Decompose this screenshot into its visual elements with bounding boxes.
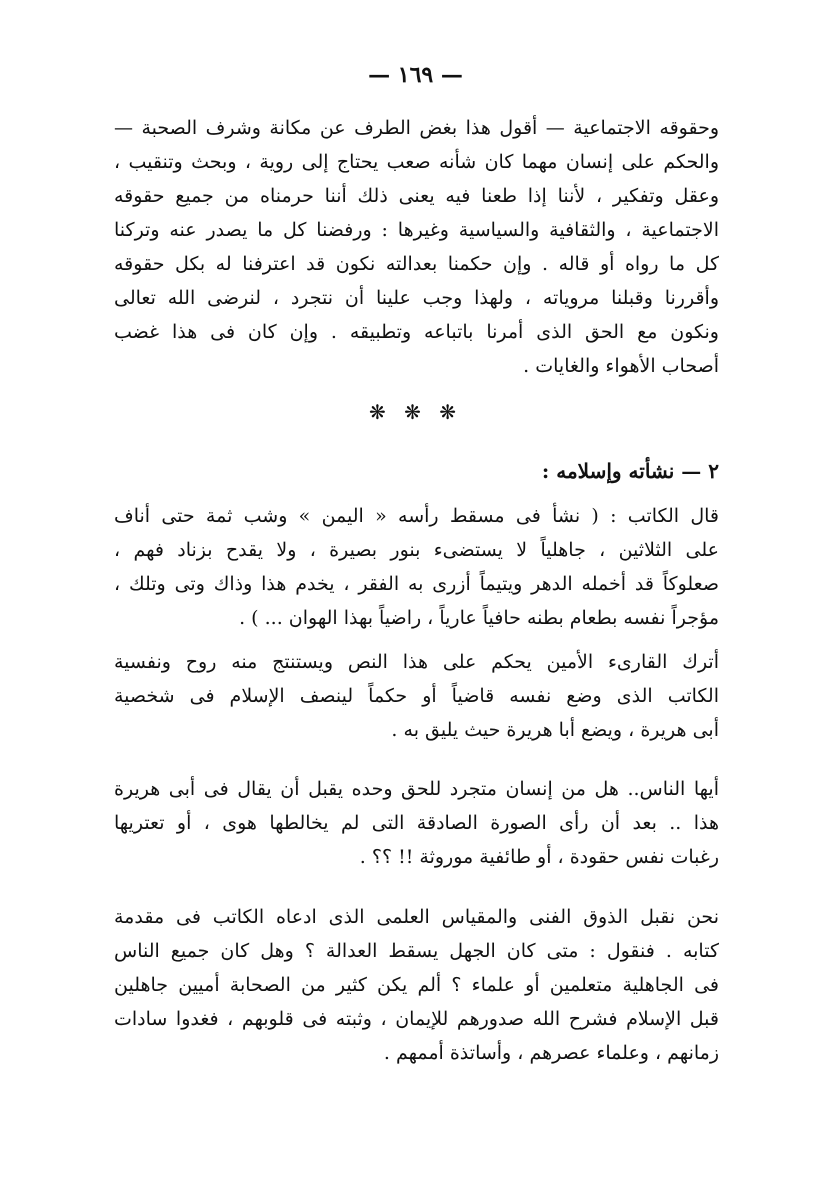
text-line: زمانهم ، وعلماء عصرهم ، وأساتذة أممهم . xyxy=(383,1042,719,1064)
text-line: فى الجاهلية متعلمين أو علماء ؟ ألم يكن كثير من الصحابة أميين جاهلين xyxy=(114,974,719,996)
text-line: الكاتب الذى وضع نفسه قاضياً أو حكماً لينصف الإسلام فى شخصية xyxy=(114,685,719,707)
text-line: ونكون مع الحق الذى أمرنا باتباعه وتطبيقه . وإن كان فى هذا غضب xyxy=(114,321,719,343)
text-line: أترك القارىء الأمين يحكم على هذا النص ويستنتج منه روح ونفسية xyxy=(114,651,719,673)
text-line: كتابه . فنقول : متى كان الجهل يسقط العدالة ؟ وهل كان جميع الناس xyxy=(114,940,719,962)
text-line: وحقوقه الاجتماعية — أقول هذا بغض الطرف عن مكانة وشرف الصحبة — xyxy=(114,117,719,139)
paragraph-1 xyxy=(114,111,719,383)
text-line: صعلوكاً قد أخمله الدهر ويتيماً أزرى به الفقر ، يخدم هذا وذاك وتى وتلك ، xyxy=(114,573,719,595)
text-line: والحكم على إنسان مهما كان شأنه صعب يحتاج إلى روية ، وبحث وتنقيب ، xyxy=(114,151,719,173)
text-line: أبى هريرة ، ويضع أبا هريرة حيث يليق به . xyxy=(391,719,719,741)
text-line: أيها الناس.. هل من إنسان متجرد للحق وحده يقبل أن يقال فى أبى هريرة xyxy=(114,778,719,800)
text-line: كل ما رواه أو قاله . وإن حكمنا بعدالته نكون قد اعترفنا له بكل حقوقه xyxy=(114,253,719,275)
paragraph-5 xyxy=(114,900,719,1070)
text-line: قال الكاتب : ( نشأ فى مسقط رأسه « اليمن » وشب ثمة حتى أناف xyxy=(114,505,719,527)
text-line: وأقررنا وقبلنا مروياته ، ولهذا وجب علينا أن نتجرد ، لنرضى الله تعالى xyxy=(114,287,719,309)
text-line: على الثلاثين ، جاهلياً لا يستضىء بنور بصيرة ، ولا يقدح بزناد فهم ، xyxy=(114,539,719,561)
text-line: رغبات نفس حقودة ، أو طائفية موروثة !! ؟؟ . xyxy=(359,846,719,868)
text-line: الاجتماعية ، والثقافية والسياسية وغيرها : ورفضنا كل ما يصدر عنه وتركنا xyxy=(114,219,719,241)
paragraph-quote xyxy=(114,499,719,635)
text-line: هذا .. بعد أن رأى الصورة الصادقة التى لم يخالطها هوى ، أو تعتريها xyxy=(114,812,719,834)
page-number: — ١٦٩ — xyxy=(368,62,463,88)
text-line: نحن نقبل الذوق الفنى والمقياس العلمى الذى ادعاه الكاتب فى مقدمة xyxy=(114,906,719,928)
text-line: قبل الإسلام فشرح الله صدورهم للإيمان ، وثبته فى قلوبهم ، فغدوا سادات xyxy=(114,1008,719,1030)
section-heading: ٢ — نشأته وإسلامه : xyxy=(541,459,719,483)
text-line: وعقل وتفكير ، لأننا إذا طعنا فيه يعنى ذلك أننا حرمناه من جميع حقوقه xyxy=(114,185,719,207)
section-divider-ornament: ❋ ❋ ❋ xyxy=(369,400,462,424)
text-line: مؤجراً نفسه بطعام بطنه حافياً عارياً ، راضياً بهذا الهوان ... ) . xyxy=(239,607,719,629)
text-line: أصحاب الأهواء والغايات . xyxy=(523,355,719,377)
paragraph-4 xyxy=(114,772,719,874)
paragraph-3 xyxy=(114,645,719,747)
